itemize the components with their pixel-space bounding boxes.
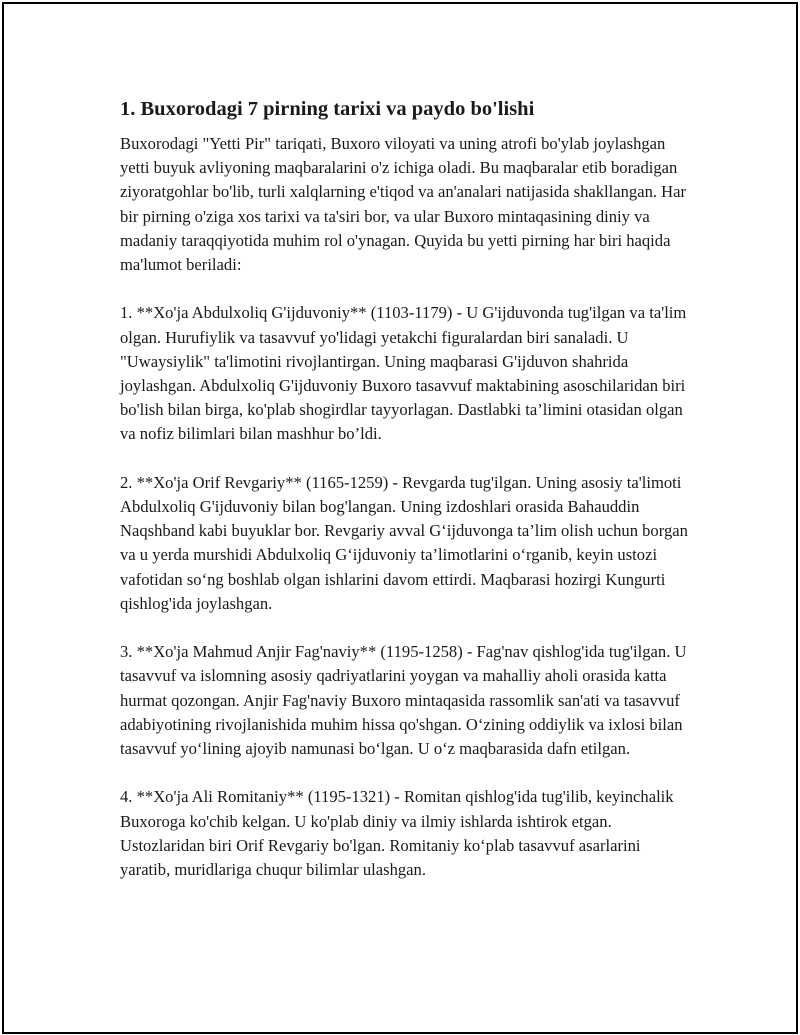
document-title: 1. Buxorodagi 7 pirning tarixi va paydo bo'lishi [120, 98, 535, 120]
document-body [120, 96, 690, 906]
section-paragraph-1: 1. **Xo'ja Abdulxoliq G'ijduvoniy** (1103-1179) - U G'ijduvonda tug'ilgan va ta'lim olgan. Hurufiylik va tasavvuf yo'lidagi yetakchi figuralardan biri sanaladi. U "Uwaysiylik" ta'limotini rivojlantirgan. Uning maqbarasi G'ijduvon shahrida joylashgan. Abdulxoliq G'ijduvoniy Buxoro tasavvuf maktabining asoschilaridan biri bo'lish bilan birga, ko'plab shogirdlar tayyorlagan. Dastlabki ta’limini otasidan olgan va nofiz bilimlari bilan mashhur bo’ldi. [120, 303, 687, 444]
section-paragraph-4: 4. **Xo'ja Ali Romitaniy** (1195-1321) - Romitan qishlog'ida tug'ilib, keyinchalik Buxoroga ko'chib kelgan. U ko'plab diniy va ilmiy ishlarda ishtirok etgan. Ustozlaridan biri Orif Revgariy bo'lgan. Romitaniy ko‘plab tasavvuf asarlarini yaratib, muridlariga chuqur bilimlar ulashgan. [120, 787, 674, 880]
section-paragraph-3: 3. **Xo'ja Mahmud Anjir Fag'naviy** (1195-1258) - Fag'nav qishlog'ida tug'ilgan. U tasavvuf va islomning asosiy qadriyatlarini yoygan va mahalliy aholi orasida katta hurmat qozongan. Anjir Fag'naviy Buxoro mintaqasida rassomlik san'ati va tasavvuf adabiyotining rivojlanishida muhim hissa qo'shgan. O‘zining oddiylik va ixlosi bilan tasavvuf yo‘lining ajoyib namunasi bo‘lgan. U o‘z maqbarasida dafn etilgan. [120, 642, 687, 759]
section-paragraph-2: 2. **Xo'ja Orif Revgariy** (1165-1259) - Revgarda tug'ilgan. Uning asosiy ta'limoti Abdulxoliq G'ijduvoniy bilan bog'langan. Uning izdoshlari orasida Bahauddin Naqshband kabi buyuklar bor. Revgariy avval G‘ijduvonga ta’lim olish uchun borgan va u yerda murshidi Abdulxoliq G‘ijduvoniy ta’limotlarini o‘rganib, keyin ustozi vafotidan so‘ng boshlab olgan ishlarini davom ettirdi. Maqbarasi hozirgi Kungurti qishlog'ida joylashgan. [120, 472, 688, 613]
page-frame [2, 2, 798, 1034]
intro-paragraph: Buxorodagi "Yetti Pir" tariqati, Buxoro viloyati va uning atrofi bo'ylab joylashgan yetti buyuk avliyoning maqbaralarini o'z ichiga oladi. Bu maqbaralar etib boradigan ziyoratgohlar bo'lib, turli xalqlarning e'tiqod va an'analari natijasida shakllangan. Har bir pirning o'ziga xos tarixi va ta'siri bor, va ular Buxoro mintaqasining diniy va madaniy taraqqiyotida muhim rol o'ynagan. Quyida bu yetti pirning har biri haqida ma'lumot beriladi: [120, 134, 687, 275]
